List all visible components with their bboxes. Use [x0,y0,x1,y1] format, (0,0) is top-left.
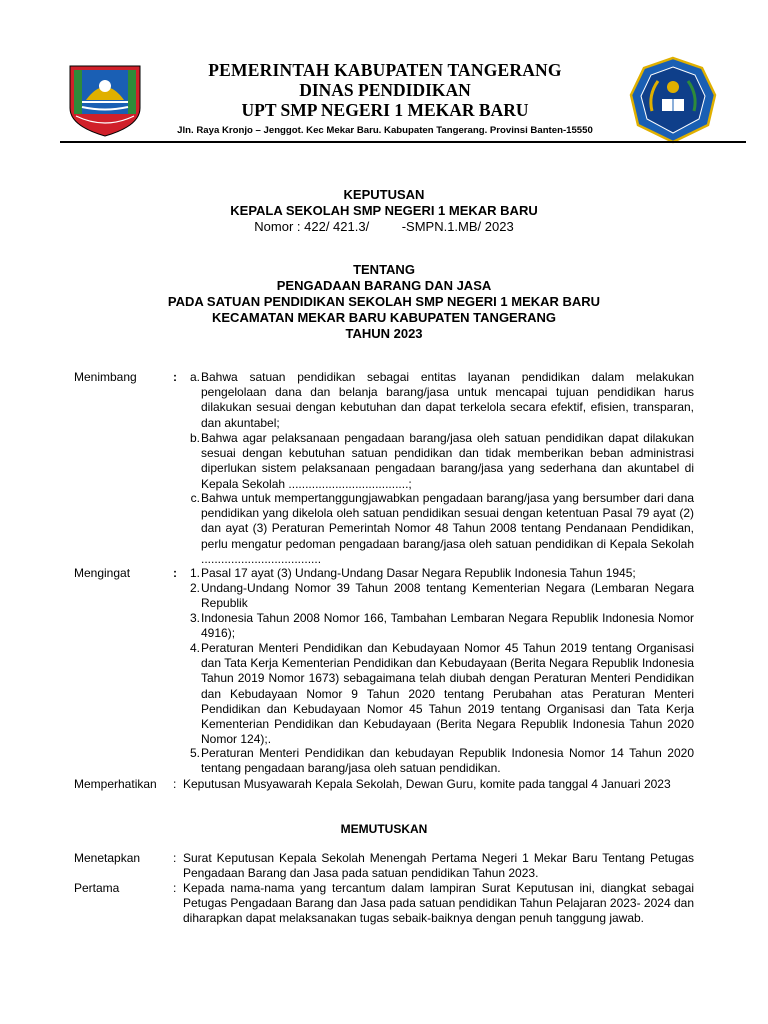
menimbang-item-b [180,431,694,492]
memperhatikan-text: Keputusan Musyawarah Kepala Sekolah, Dewan Guru, komite pada tanggal 4 Januari 2023 [183,777,671,791]
list-marker: 2. [189,581,200,595]
subject-line-2: PADA SATUAN PENDIDIKAN SEKOLAH SMP NEGERI 1 MEKAR BARU [167,294,601,309]
list-item-text: Bahwa satuan pendidikan sebagai entitas layanan pendidikan dalam melakukan pengelolaan dana dan belanja barang/jasa untuk mencapai tujuan pendidikan harus dilakukan sesuai dengan kebutuhan dan dapat terkelola secara efektif, efisien, transparan, dan akuntabel; [201,370,694,430]
memperhatikan-colon: : [173,777,177,791]
list-marker: 4. [189,641,200,655]
list-marker: 3. [189,611,200,625]
subject-line-1: PENGADAAN BARANG DAN JASA [276,278,492,293]
list-marker: c. [190,491,200,505]
list-item-text: Peraturan Menteri Pendidikan dan Kebudayaan Nomor 45 Tahun 2019 tentang Organisasi dan Tata Kerja Kementerian Pendidikan dan Kebudayaan (Berita Negara Republik Indonesia Tahun 2019 Nomor 1673) sebagaimana telah diubah dengan Peraturan Menteri Pendidikan dan Kebudayaan Nomor 9 Tahun 2020 tentang Perubahan atas Peraturan Menteri Pendidikan dan Kebudayaan Nomor 45 Tahun 2019 tentang Organisasi dan Tata Kerja Kementerian Pendidikan dan Kebudayaan (Berita Negara Republik Indonesia Tahun 2020 Nomor 124);. [201,641,694,747]
mengingat-item-3 [180,611,694,641]
letterhead-line-2: DINAS PENDIDIKAN [299,80,471,100]
mengingat-item-1 [180,566,694,581]
subject-line-3: KECAMATAN MEKAR BARU KABUPATEN TANGERANG [212,310,556,325]
list-item-text: Bahwa untuk mempertanggungjawabkan pengadaan barang/jasa yang bersumber dari dana pendidikan yang dikelola oleh satuan pendidikan sesuai dengan ketentuan Pasal 79 ayat (2) dan ayat (3) Peraturan Pemerintah Nomor 48 Tahun 2008 tentang Pendanaan Pendidikan, perlu mengatur pedoman pengadaan barang/jasa oleh satuan pendidikan di Kepala Sekolah .................................... [201,491,694,566]
decree-issuer: KEPALA SEKOLAH SMP NEGERI 1 MEKAR BARU [230,203,538,218]
menimbang-item-c [180,491,694,567]
pertama-colon: : [173,881,177,895]
list-marker: b. [189,431,200,445]
list-marker: a. [189,370,200,384]
decree-number: Nomor : 422/ 421.3/ -SMPN.1.MB/ 2023 [254,219,514,234]
letterhead-address: Jln. Raya Kronjo – Jenggot. Kec Mekar Baru. Kabupaten Tangerang. Provinsi Banten-15550 [177,125,593,136]
list-item-text: Pasal 17 ayat (3) Undang-Undang Dasar Negara Republik Indonesia Tahun 1945; [201,566,636,580]
mengingat-item-5 [180,746,694,776]
menetapkan-text: Surat Keputusan Kepala Sekolah Menengah Pertama Negeri 1 Mekar Baru Tentang Petugas Pengadaan Barang dan Jasa pada satuan pendidikan Tahun 2023. [183,851,694,881]
letterhead-line-1: PEMERINTAH KABUPATEN TANGERANG [208,60,562,80]
list-marker: 1. [189,566,200,580]
menetapkan-label: Menetapkan [74,851,141,865]
mengingat-colon: : [173,566,177,580]
subject-line-4: TAHUN 2023 [345,326,423,341]
mengingat-item-4 [180,641,694,747]
letterhead-divider [60,141,746,143]
menimbang-item-a [180,370,694,431]
memutuskan-heading: MEMUTUSKAN [340,822,428,836]
letterhead [150,60,620,138]
subject-heading: TENTANG [353,262,415,277]
smp-negeri-1-mekar-baru-logo [628,55,718,145]
list-item-text: Peraturan Menteri Pendidikan dan kebudayan Republik Indonesia Nomor 14 Tahun 2020 tentang pengadaan barang/jasa oleh satuan pendidikan. [201,746,694,776]
list-marker: 5. [189,746,200,760]
list-item-text: Indonesia Tahun 2008 Nomor 166, Tambahan Lembaran Negara Republik Indonesia Nomor 4916); [201,611,694,641]
pertama-text: Kepada nama-nama yang tercantum dalam lampiran Surat Keputusan ini, diangkat sebagai Petugas Pengadaan Barang dan Jasa pada satuan pendidikan Tahun Pelajaran 2023- 2024 dan diharapkan dapat melaksanakan tugas sebaik-baiknya dengan penuh tanggung jawab. [183,881,694,926]
menimbang-label: Menimbang [74,370,137,384]
menetapkan-colon: : [173,851,177,865]
menimbang-colon: : [173,370,177,384]
mengingat-label: Mengingat [74,566,131,580]
decree-heading: KEPUTUSAN [343,187,425,202]
pertama-label: Pertama [74,881,120,895]
list-item-text: Bahwa agar pelaksanaan pengadaan barang/jasa oleh satuan pendidikan dapat dilakukan sesuai dengan kebutuhan satuan pendidikan dan tidak memberikan beban administrasi diperlukan sistem pelaksanaan pengadaan barang/jasa yang sederhana dan akuntabel di Kepala Sekolah ....................................; [201,431,694,491]
letterhead-line-3: UPT SMP NEGERI 1 MEKAR BARU [241,100,529,120]
mengingat-item-2 [180,581,694,611]
list-item-text: Undang-Undang Nomor 39 Tahun 2008 tentang Kementerian Negara (Lembaran Negara Republik [201,581,694,611]
kabupaten-tangerang-logo [66,60,144,138]
memperhatikan-label: Memperhatikan [74,777,157,791]
